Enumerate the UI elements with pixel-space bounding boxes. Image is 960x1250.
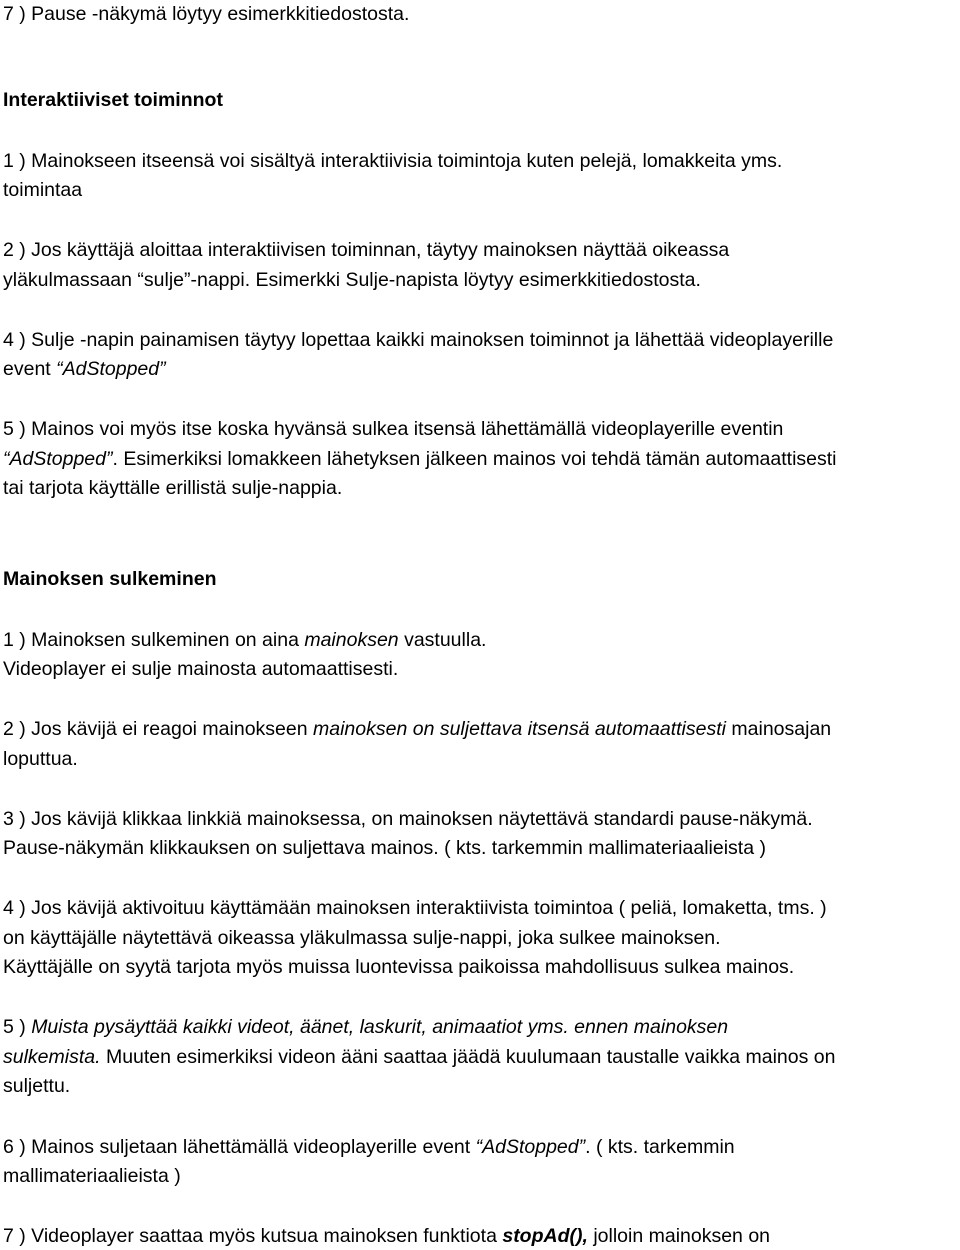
list-item-line: loputtua. [3, 748, 78, 770]
paragraph-line: “AdStopped”. Esimerkiksi lomakkeen lähetyksen jälkeen mainos voi tehdä tämän automaattisesti [3, 448, 837, 470]
intro-line: 7 ) Pause -näkymä löytyy esimerkkitiedostosta. [3, 3, 410, 25]
event-name: “AdStopped” [56, 358, 166, 380]
paragraph-line: yläkulmassaan “sulje”-nappi. Esimerkki Sulje-napista löytyy esimerkkitiedostosta. [3, 269, 701, 291]
event-name: “AdStopped” [3, 448, 113, 470]
paragraph-line: 2 ) Jos käyttäjä aloittaa interaktiivisen toiminnan, täytyy mainoksen näyttää oikeassa [3, 239, 730, 261]
paragraph-line: event “AdStopped” [3, 358, 166, 380]
list-item-line: 2 ) Jos kävijä ei reagoi mainokseen mainoksen on suljettava itsensä automaattisesti mainosajan [3, 718, 832, 740]
list-item-line: suljettu. [3, 1075, 71, 1097]
list-item-line: Videoplayer ei sulje mainosta automaattisesti. [3, 658, 399, 680]
paragraph-line: 1 ) Mainokseen itseensä voi sisältyä interaktiivisia toimintoja kuten pelejä, lomakkeita yms. [3, 150, 783, 172]
list-item-line: sulkemista. Muuten esimerkiksi videon ääni saattaa jäädä kuulumaan taustalle vaikka mainos on [3, 1046, 836, 1068]
list-item-line: mallimateriaalieista ) [3, 1165, 181, 1187]
list-item-line: 3 ) Jos kävijä klikkaa linkkiä mainoksessa, on mainoksen näytettävä standardi pause-näkymä. [3, 808, 813, 830]
list-item-line: 1 ) Mainoksen sulkeminen on aina mainoksen vastuulla. [3, 629, 487, 651]
list-item-line: 7 ) Videoplayer saattaa myös kutsua mainoksen funktiota stopAd(), jolloin mainoksen on [3, 1225, 771, 1247]
section-heading-interactive: Interaktiiviset toiminnot [3, 89, 223, 111]
list-item-line: 5 ) Muista pysäyttää kaikki videot, äänet, laskurit, animaatiot yms. ennen mainoksen [3, 1016, 729, 1038]
event-name: “AdStopped” [475, 1136, 586, 1158]
list-item-line: 4 ) Jos kävijä aktivoituu käyttämään mainoksen interaktiivista toimintoa ( peliä, lomaketta, tms. ) [3, 897, 827, 919]
function-name: stopAd(), [502, 1225, 588, 1247]
list-item-line: on käyttäjälle näytettävä oikeassa yläkulmassa sulje-nappi, joka sulkee mainoksen. [3, 927, 721, 949]
list-item-line: 6 ) Mainos suljetaan lähettämällä videoplayerille event “AdStopped”. ( kts. tarkemmin [3, 1136, 735, 1158]
paragraph-line: 5 ) Mainos voi myös itse koska hyvänsä sulkea itsensä lähettämällä videoplayerille eventin [3, 418, 784, 440]
section-heading-closing: Mainoksen sulkeminen [3, 568, 217, 590]
list-item-line: Käyttäjälle on syytä tarjota myös muissa luontevissa paikoissa mahdollisuus sulkea mainos. [3, 956, 795, 978]
list-item-line: Pause-näkymän klikkauksen on suljettava mainos. ( kts. tarkemmin mallimateriaalieista ) [3, 837, 766, 859]
paragraph-line: tai tarjota käyttälle erillistä sulje-nappia. [3, 477, 343, 499]
paragraph-line: toimintaa [3, 179, 83, 201]
paragraph-line: 4 ) Sulje -napin painamisen täytyy lopettaa kaikki mainoksen toiminnot ja lähettää videoplayerille [3, 329, 834, 351]
